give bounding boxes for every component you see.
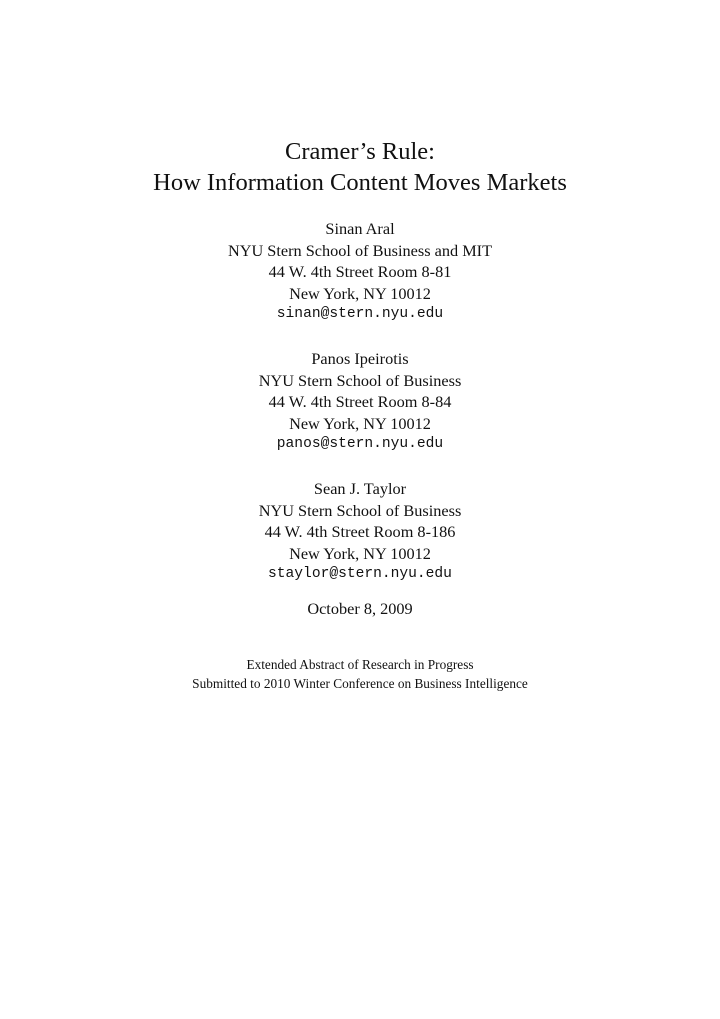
paper-title-line-1: Cramer’s Rule: [285, 138, 435, 165]
submission-note-line-2: Submitted to 2010 Winter Conference on Business Intelligence [192, 676, 528, 691]
submission-note [0, 655, 720, 693]
submission-note-line-1: Extended Abstract of Research in Progress [246, 657, 474, 672]
author-address-street: 44 W. 4th Street Room 8-186 [264, 522, 456, 542]
author-name: Sinan Aral [325, 219, 395, 238]
author-address-city: New York, NY 10012 [289, 413, 431, 433]
author-block-taylor [0, 478, 720, 586]
paper-date: October 8, 2009 [307, 599, 413, 618]
author-name: Sean J. Taylor [313, 479, 407, 498]
author-address-street: 44 W. 4th Street Room 8-84 [268, 392, 452, 412]
paper-title-line-2: How Information Content Moves Markets [153, 169, 567, 196]
author-name: Panos Ipeirotis [311, 349, 409, 368]
author-address-city: New York, NY 10012 [289, 543, 431, 563]
author-affiliation: NYU Stern School of Business [258, 500, 462, 520]
author-block-aral [0, 218, 720, 326]
paper-title [0, 136, 720, 198]
author-address-street: 44 W. 4th Street Room 8-81 [268, 262, 452, 282]
author-email: sinan@stern.nyu.edu [276, 306, 444, 323]
author-address-city: New York, NY 10012 [289, 283, 431, 303]
author-email: panos@stern.nyu.edu [276, 436, 444, 453]
author-affiliation: NYU Stern School of Business and MIT [227, 240, 493, 260]
author-block-ipeirotis [0, 348, 720, 456]
author-affiliation: NYU Stern School of Business [258, 370, 462, 390]
author-email: staylor@stern.nyu.edu [268, 566, 452, 583]
